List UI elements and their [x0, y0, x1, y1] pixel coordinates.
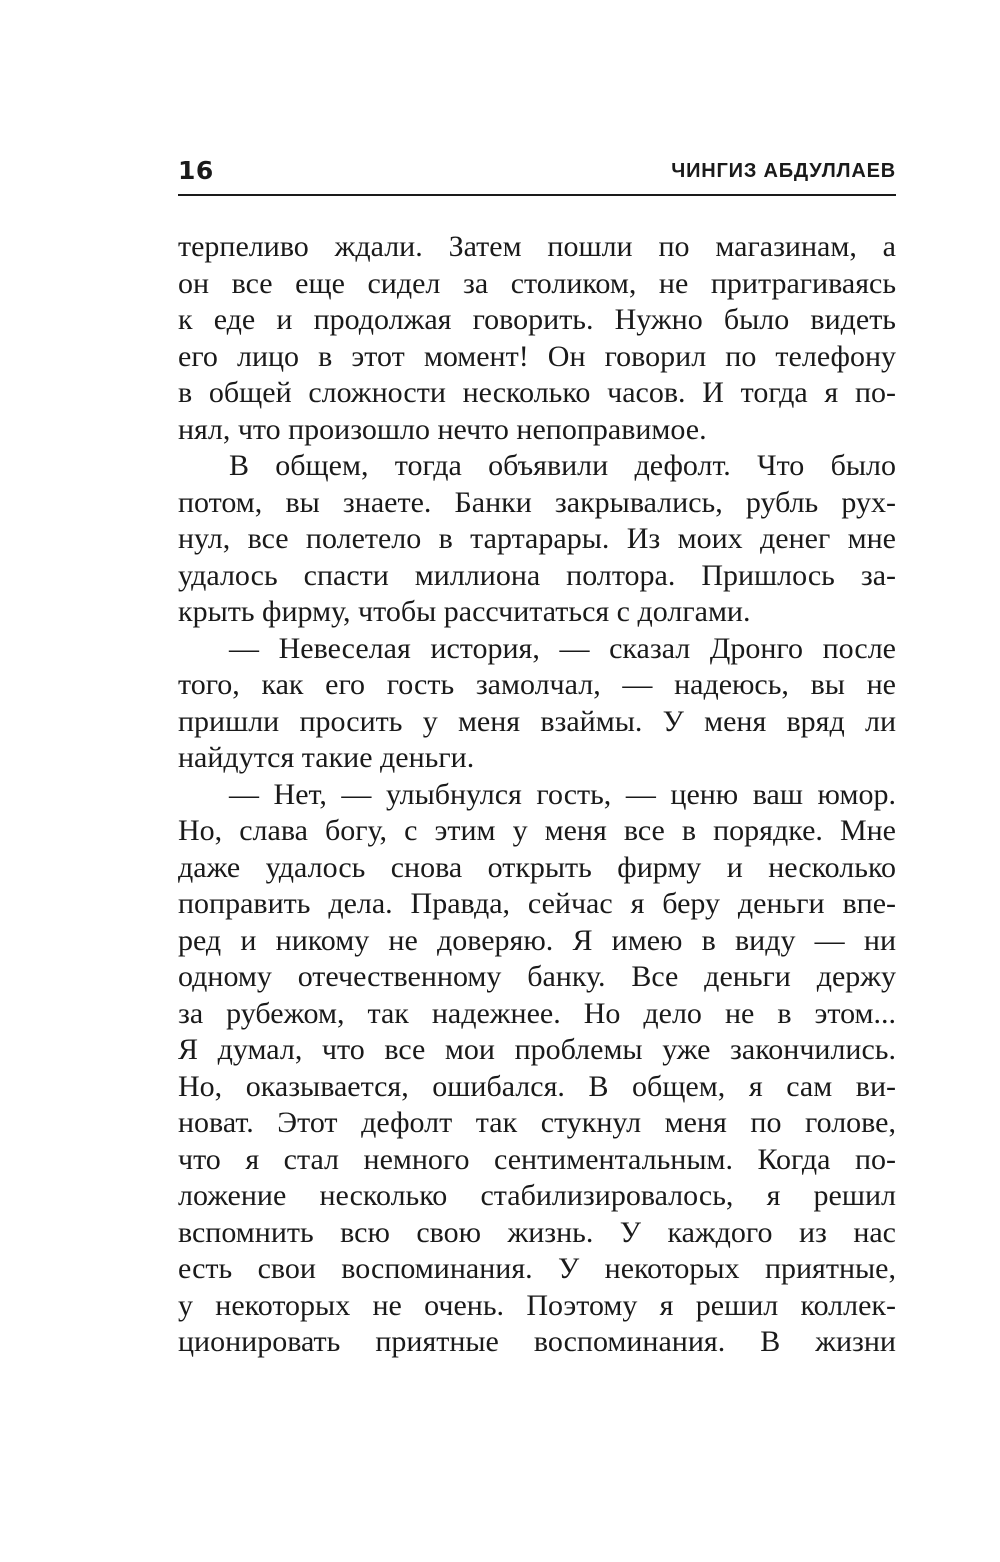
paragraph	[178, 777, 896, 1361]
text-line: одному отечественному банку. Все деньги держу	[178, 960, 896, 993]
text-line: он все еще сидел за столиком, не притрагиваясь	[178, 266, 896, 300]
text-line: пришли просить у меня взаймы. У меня вряд ли	[178, 704, 896, 738]
text-line: — Нет, — улыбнулся гость, — ценю ваш юмор.	[229, 777, 896, 811]
text-line: его лицо в этот момент! Он говорил по телефону	[178, 339, 896, 373]
paragraph	[178, 229, 896, 448]
paragraph	[178, 631, 896, 777]
text-line: новат. Этот дефолт так стукнул меня по голове,	[178, 1106, 896, 1139]
text-line: за рубежом, так надежнее. Но дело не в этом...	[178, 996, 896, 1030]
running-head-author: ЧИНГИЗ АБДУЛЛАЕВ	[671, 160, 896, 182]
text-line: удалось спасти миллиона полтора. Пришлось за-	[178, 558, 896, 592]
text-line: Я думал, что все мои проблемы уже закончились.	[178, 1033, 896, 1066]
text-line: потом, вы знаете. Банки закрывались, рубль рух-	[178, 485, 896, 519]
text-line: даже удалось снова открыть фирму и несколько	[178, 850, 896, 884]
text-line: есть свои воспоминания. У некоторых приятные,	[178, 1252, 896, 1285]
text-line: что я стал немного сентиментальным. Когда по-	[178, 1142, 896, 1176]
text-line: ционировать приятные воспоминания. В жизни	[178, 1325, 896, 1358]
text-line: ред и никому не доверяю. Я имею в виду — ни	[178, 923, 896, 957]
text-line: Но, оказывается, ошибался. В общем, я сам ви-	[178, 1069, 896, 1103]
text-line: к еде и продолжая говорить. Нужно было видеть	[178, 303, 896, 336]
text-line: у некоторых не очень. Поэтому я решил коллек-	[178, 1288, 896, 1322]
body-text	[178, 229, 896, 1361]
text-line: нял, что произошло нечто непоправимое.	[178, 412, 707, 446]
text-line: терпеливо ждали. Затем пошли по магазинам, а	[178, 230, 896, 263]
text-line: крыть фирму, чтобы рассчитаться с долгами.	[178, 595, 751, 628]
text-line: ложение несколько стабилизировалось, я решил	[178, 1179, 896, 1212]
text-line: Но, слава богу, с этим у меня все в порядке. Мне	[178, 814, 896, 847]
page-number: 16	[178, 156, 214, 185]
text-line: нул, все полетело в тартарары. Из моих денег мне	[178, 522, 896, 555]
paragraph	[178, 448, 896, 631]
text-line: вспомнить всю свою жизнь. У каждого из нас	[178, 1215, 896, 1249]
text-line: в общей сложности несколько часов. И тогда я по-	[178, 376, 896, 409]
text-line: найдутся такие деньги.	[178, 741, 475, 774]
text-line: — Невеселая история, — сказал Дронго после	[229, 631, 896, 665]
text-line: того, как его гость замолчал, — надеюсь, вы не	[178, 668, 896, 701]
text-line: В общем, тогда объявили дефолт. Что было	[229, 449, 896, 482]
page-header	[178, 152, 896, 196]
text-line: поправить дела. Правда, сейчас я беру деньги впе-	[178, 887, 896, 920]
